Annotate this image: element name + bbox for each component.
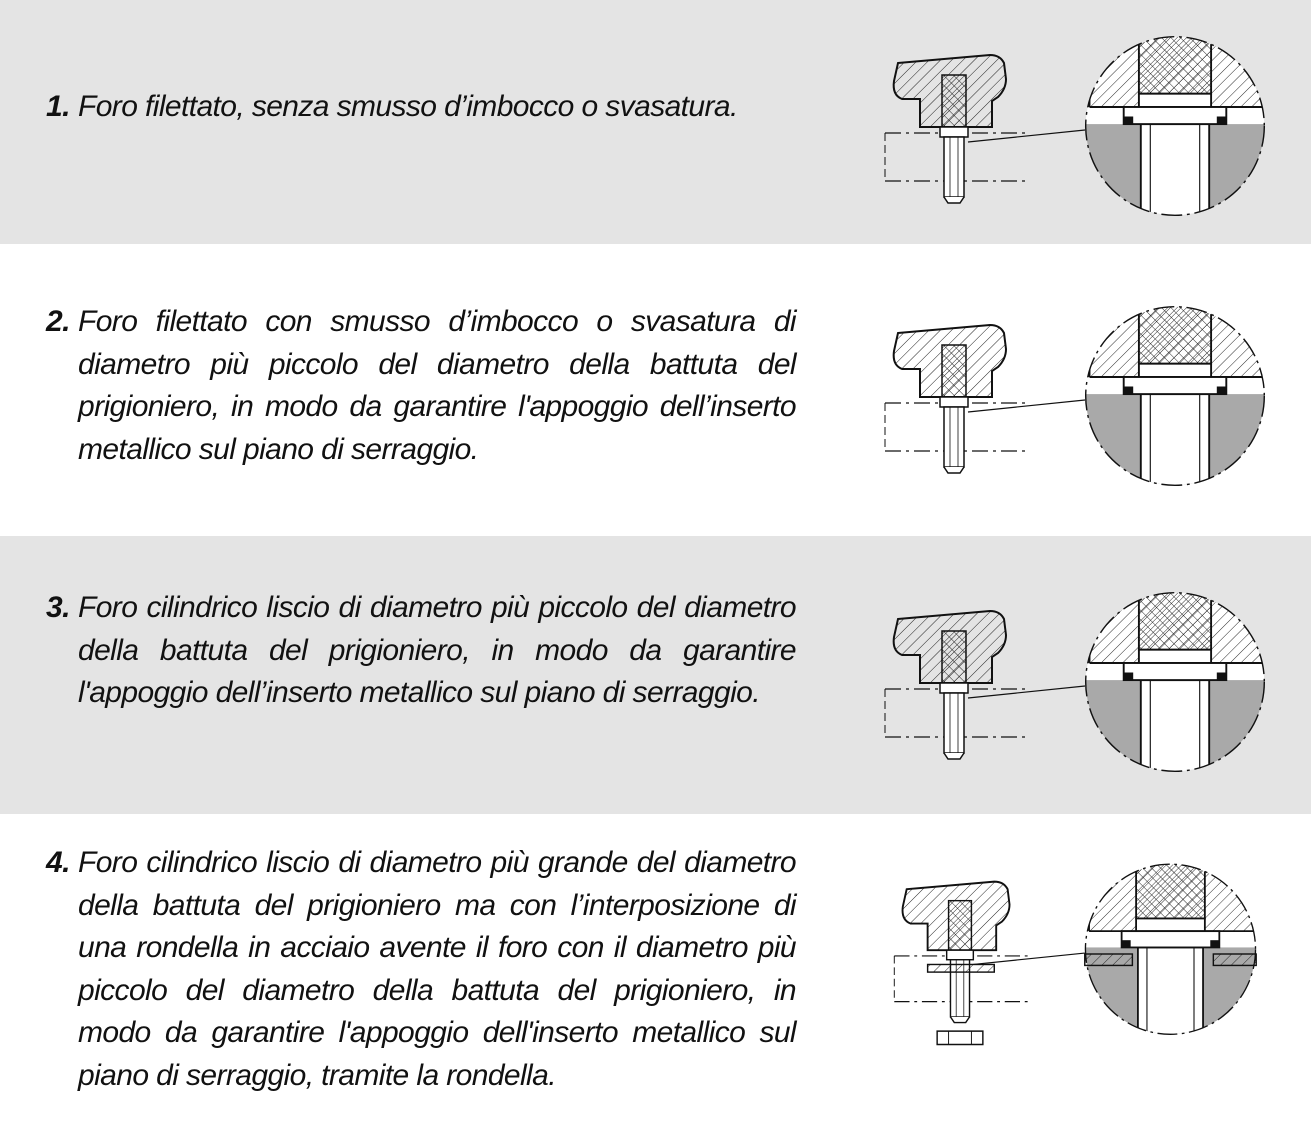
diagram-smooth-small-hole <box>880 582 1280 782</box>
item-number: 4. <box>46 846 70 879</box>
item-1 <box>46 86 796 129</box>
item-4 <box>46 842 796 1097</box>
item-number: 1. <box>46 90 70 123</box>
item-number: 2. <box>46 305 70 338</box>
diagram-thread-no-chamfer <box>880 26 1280 226</box>
row-1 <box>0 0 1311 244</box>
item-number: 3. <box>46 591 70 624</box>
row-4 <box>0 814 1311 1139</box>
item-2 <box>46 301 796 471</box>
washer <box>928 964 995 972</box>
item-text: Foro cilindrico liscio di diametro più piccolo del diametro della battuta del prigioniero, in modo da garantire l'appoggio dell’inserto metallico sul piano di serraggio. <box>78 591 796 709</box>
item-text: Foro filettato, senza smusso d’imbocco o svasatura. <box>78 90 738 123</box>
nut <box>937 1031 983 1044</box>
row-3 <box>0 536 1311 814</box>
item-3 <box>46 587 796 715</box>
diagram-smooth-large-hole-washer <box>880 854 1280 1054</box>
item-text: Foro cilindrico liscio di diametro più grande del diametro della battuta del prigioniero ma con l’interposizione di una rondella in acciaio avente il foro con il diametro più piccolo del diametro della battuta del prigioniero, in modo da garantire l'appoggio dell'inserto metallico sul piano di serraggio, tramite la rondella. <box>78 846 796 1092</box>
row-2 <box>0 244 1311 536</box>
item-text: Foro filettato con smusso d’imbocco o svasatura di diametro più piccolo del diametro della battuta del prigioniero, in modo da garantire l'appoggio dell’inserto metallico sul piano di serraggio. <box>78 305 796 466</box>
diagram-thread-small-chamfer <box>880 296 1280 496</box>
